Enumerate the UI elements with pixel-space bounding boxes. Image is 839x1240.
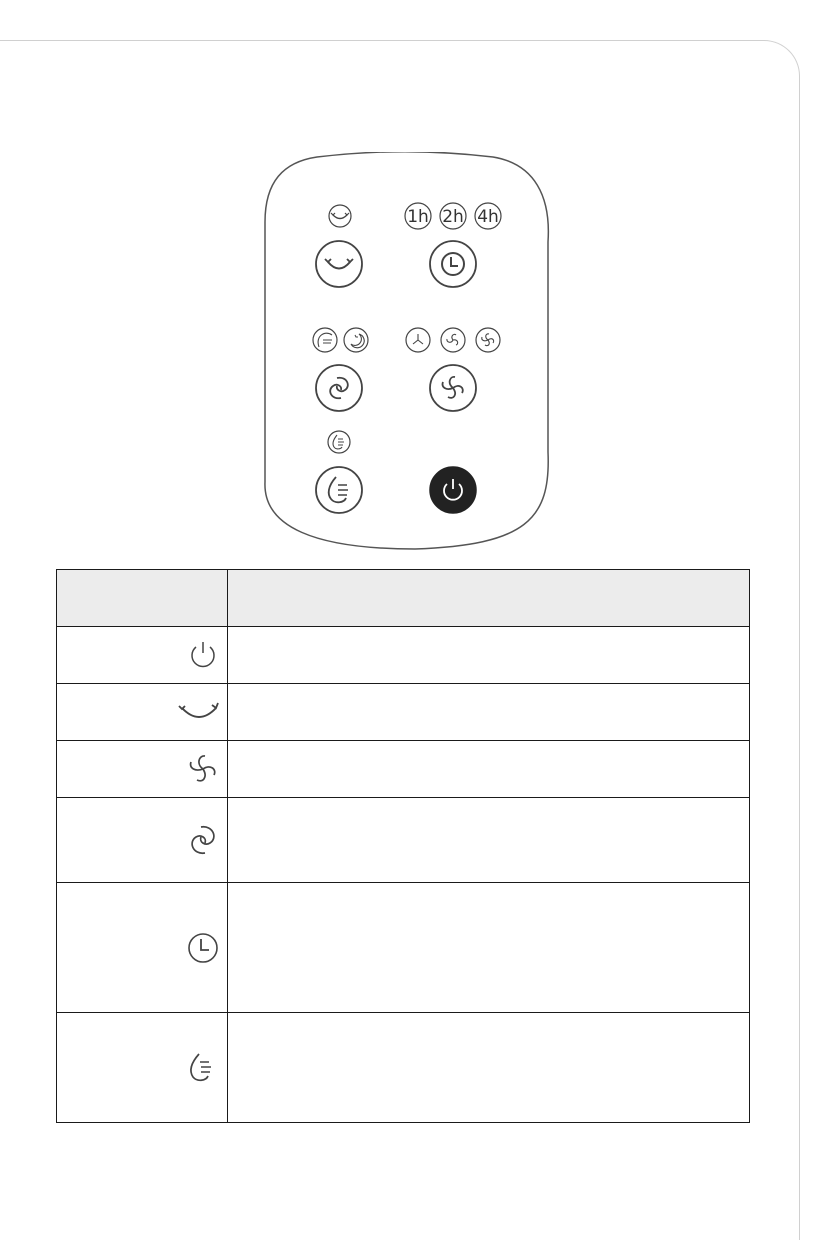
table-row	[57, 883, 750, 1013]
table-row	[57, 1013, 750, 1123]
table-row	[57, 684, 750, 741]
remote-control-illustration	[255, 152, 555, 552]
swing-icon	[177, 694, 221, 730]
mode-icon	[185, 822, 221, 858]
timer-2h-label: 2h	[442, 207, 464, 227]
icon-cell	[57, 627, 228, 684]
timer-2h-indicator	[440, 203, 466, 229]
icon-cell	[57, 798, 228, 883]
power-icon	[185, 637, 221, 673]
table-row	[57, 627, 750, 684]
icon-cell	[57, 1013, 228, 1123]
icon-cell	[57, 883, 228, 1013]
description-cell	[228, 627, 750, 684]
timer-1h-label: 1h	[407, 207, 429, 227]
power-button-body[interactable]	[430, 467, 476, 513]
table-row	[57, 741, 750, 798]
fan-speed-icon	[185, 751, 221, 787]
humidify-icon	[185, 1050, 221, 1086]
timer-icon	[185, 930, 221, 966]
swing-button[interactable]	[316, 241, 362, 287]
description-cell	[228, 883, 750, 1013]
humidify-button[interactable]	[316, 467, 362, 513]
description-cell	[228, 684, 750, 741]
timer-1h-indicator	[405, 203, 431, 229]
header-cell-icon	[57, 570, 228, 627]
icon-cell	[57, 741, 228, 798]
header-cell-description	[228, 570, 750, 627]
fan-speed-button[interactable]	[430, 365, 476, 411]
table-header-row	[57, 570, 750, 627]
description-cell	[228, 1013, 750, 1123]
description-cell	[228, 741, 750, 798]
power-button[interactable]	[430, 467, 476, 513]
icon-cell	[57, 684, 228, 741]
mode-button[interactable]	[316, 365, 362, 411]
timer-button[interactable]	[430, 241, 476, 287]
timer-4h-indicator	[475, 203, 501, 229]
function-table	[56, 569, 750, 1123]
description-cell	[228, 798, 750, 883]
table-row	[57, 798, 750, 883]
timer-4h-label: 4h	[477, 207, 499, 227]
